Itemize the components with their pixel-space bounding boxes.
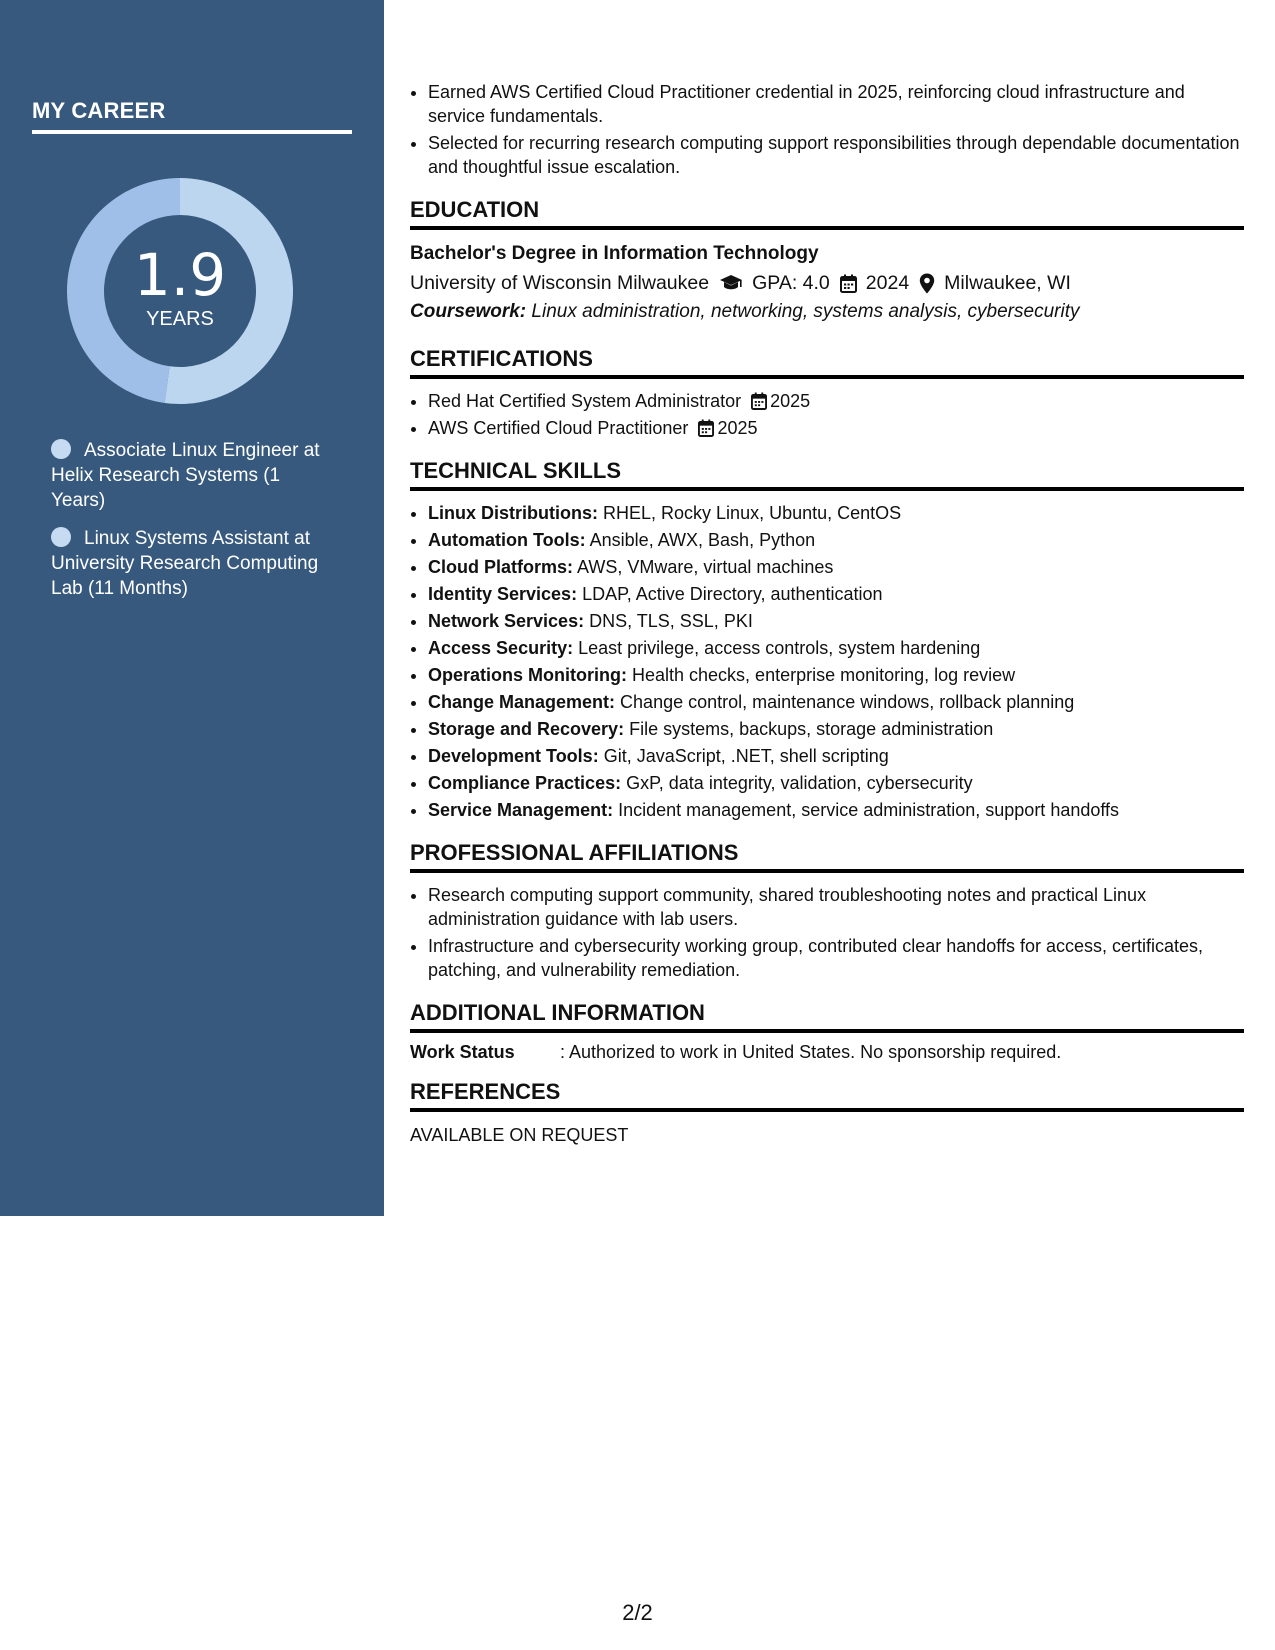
career-item-text: Associate Linux Engineer at Helix Research Systems (1 Years) [51,440,320,511]
career-title: MY CAREER [32,98,352,134]
skill-value: Incident management, service administration, support handoffs [618,800,1120,820]
years-unit: YEARS [146,307,214,330]
achievement-item: • Selected for recurring research computing support responsibilities through dependable documentation and thoughtful issue escalation. [428,131,1244,179]
skill-value: Git, JavaScript, .NET, shell scripting [603,746,889,766]
certifications-section [410,389,1244,440]
skill-label: Operations Monitoring: [428,665,627,685]
skill-item [428,609,1244,633]
skill-label: Development Tools: [428,746,599,766]
affiliation-item: • Research computing support community, shared troubleshooting notes and practical Linux administration guidance with lab users. [428,883,1244,931]
bullet-dot-icon [51,527,71,547]
additional-heading: ADDITIONAL INFORMATION [410,1000,1244,1033]
gpa: GPA: 4.0 [752,272,830,294]
career-item [51,526,331,601]
affiliation-item: • Infrastructure and cybersecurity working group, contributed clear handoffs for access, certificates, patching, and vulnerability remediation. [428,934,1244,982]
affiliations-list [410,883,1244,982]
skill-value: RHEL, Rocky Linux, Ubuntu, CentOS [603,503,902,523]
certifications-heading: CERTIFICATIONS [410,346,1244,379]
skill-item [428,663,1244,687]
skill-value: AWS, VMware, virtual machines [577,557,834,577]
additional-section [410,1039,1244,1065]
skill-item [428,582,1244,606]
certification-year: 2025 [717,418,758,438]
education-meta [410,268,1244,298]
work-status-value: : Authorized to work in United States. No sponsorship required. [560,1042,1062,1062]
skill-item [428,501,1244,525]
certification-item [428,389,1244,413]
references-text: AVAILABLE ON REQUEST [410,1125,629,1145]
certification-name: AWS Certified Cloud Practitioner [428,418,689,438]
skill-item [428,636,1244,660]
calendar-icon [698,419,714,437]
skill-label: Network Services: [428,611,585,631]
career-list [51,438,331,614]
graduation-cap-icon [719,274,743,292]
skill-value: Health checks, enterprise monitoring, log review [632,665,1016,685]
skill-label: Storage and Recovery: [428,719,625,739]
work-status-label: Work Status [410,1042,515,1062]
skill-item [428,798,1244,822]
education-heading: EDUCATION [410,197,1244,230]
career-item-text: Linux Systems Assistant at University Research Computing Lab (11 Months) [51,528,319,599]
skill-label: Change Management: [428,692,616,712]
skill-item [428,771,1244,795]
affiliations-heading: PROFESSIONAL AFFILIATIONS [410,840,1244,873]
skill-item [428,690,1244,714]
skill-value: File systems, backups, storage administration [629,719,994,739]
graduation-year: 2024 [865,272,910,294]
coursework [410,298,1244,326]
main-content [410,80,1244,1148]
calendar-icon [751,392,767,410]
years-value: 1.9 [133,240,227,309]
achievement-list [410,80,1244,179]
skill-value: Change control, maintenance windows, rollback planning [620,692,1075,712]
skills-section [410,501,1244,822]
certification-year: 2025 [770,391,811,411]
donut-center [67,178,293,404]
certification-list [410,389,1244,440]
skill-value: LDAP, Active Directory, authentication [582,584,883,604]
skill-label: Automation Tools: [428,530,586,550]
degree-title: Bachelor's Degree in Information Technology [410,243,819,264]
references-section [410,1122,1244,1148]
calendar-icon [840,274,857,293]
skill-value: Least privilege, access controls, system hardening [578,638,981,658]
coursework-text: Linux administration, networking, systems analysis, cybersecurity [531,301,1080,322]
certification-item [428,416,1244,440]
skill-label: Compliance Practices: [428,773,622,793]
skills-list [410,501,1244,822]
coursework-label: Coursework: [410,301,527,322]
skill-value: GxP, data integrity, validation, cybersecurity [626,773,973,793]
affiliations-section [410,883,1244,982]
map-pin-icon [919,273,935,294]
school-name: University of Wisconsin Milwaukee [410,272,710,294]
skill-label: Linux Distributions: [428,503,598,523]
skill-label: Access Security: [428,638,574,658]
skill-label: Identity Services: [428,584,578,604]
skill-item [428,528,1244,552]
page-number: 2/2 [622,1600,653,1625]
bullet-dot-icon [51,439,71,459]
work-status-row [410,1039,1244,1065]
skill-item [428,555,1244,579]
education-section [410,240,1244,326]
sidebar [0,0,384,1216]
school-location: Milwaukee, WI [944,272,1071,294]
skill-item [428,717,1244,741]
achievement-item: • Earned AWS Certified Cloud Practitioner credential in 2025, reinforcing cloud infrastructure and service fundamentals. [428,80,1244,128]
skill-item [428,744,1244,768]
skill-label: Service Management: [428,800,614,820]
certification-name: Red Hat Certified System Administrator [428,391,742,411]
skills-heading: TECHNICAL SKILLS [410,458,1244,491]
references-heading: REFERENCES [410,1079,1244,1112]
skill-value: Ansible, AWX, Bash, Python [589,530,816,550]
career-item [51,438,331,513]
skill-label: Cloud Platforms: [428,557,574,577]
skill-value: DNS, TLS, SSL, PKI [589,611,753,631]
